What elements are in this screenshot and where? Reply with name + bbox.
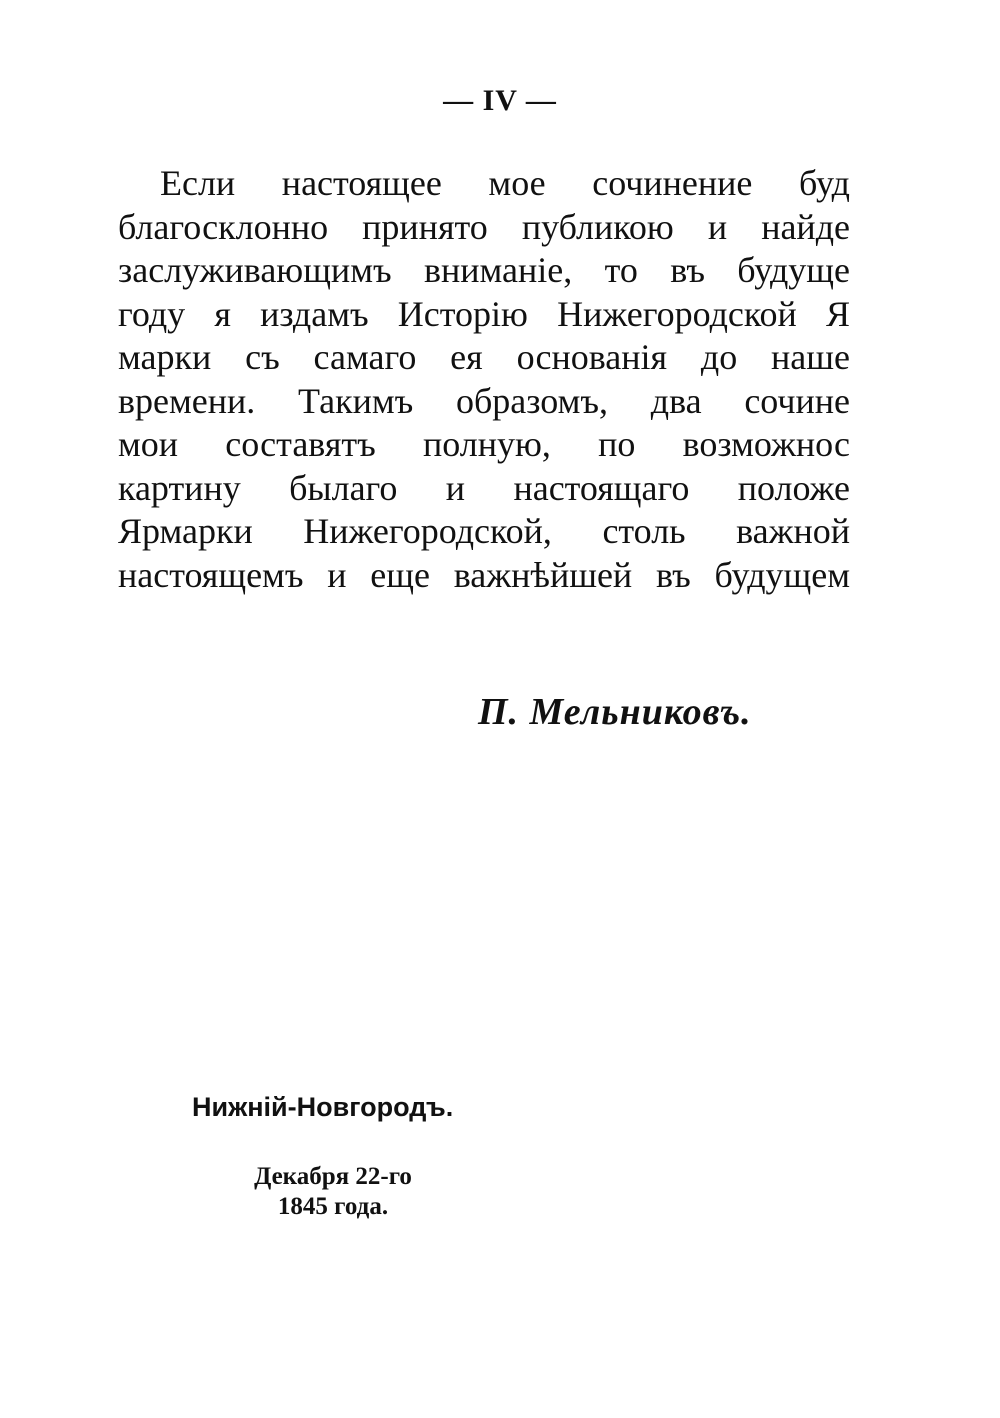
body-line: Ярмарки Нижегородской, столь важной [118,511,850,551]
body-line: настоящемъ и еще важнѣйшей въ будущем [118,554,850,595]
body-line: картину былаго и настоящаго положе [118,467,850,508]
author-signature: П. Мельниковъ. [478,691,752,733]
body-line: заслуживающимъ вниманіе, то въ будуще [118,250,850,290]
body-line: времени. Такимъ образомъ, два сочине [118,380,850,421]
body-paragraph [118,162,850,597]
date-line: 1845 года. [277,1193,389,1220]
body-line: благосклонно принято публикою и найде [118,206,850,247]
body-line: Если настоящее мое сочинение буд [160,163,850,203]
body-line: мои составятъ полную, по возможнос [118,424,850,464]
body-line: марки съ самаго ея основанія до наше [118,337,850,377]
place-of-publication: Нижній-Новгородъ. [192,1092,454,1122]
body-line: году я издамъ Исторію Нижегородской Я [118,293,850,334]
date-line: Декабря 22-го [254,1163,412,1190]
publication-date [240,1162,426,1222]
page-number: — IV — [443,84,557,117]
